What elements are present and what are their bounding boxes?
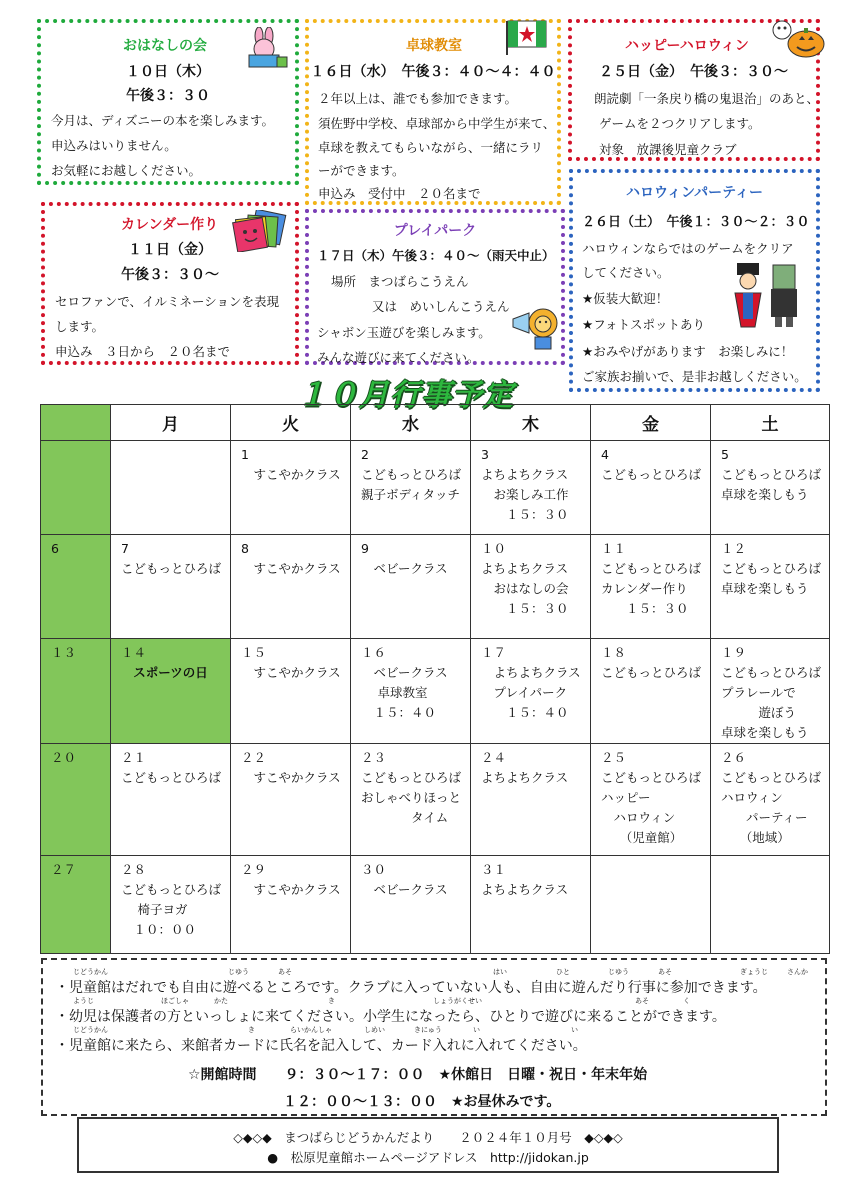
calendar-cell-tue bbox=[231, 441, 351, 535]
calendar-day-number bbox=[711, 856, 829, 860]
calendar-event: こどもっとひろば bbox=[121, 561, 222, 576]
furigana: じどうかん bbox=[73, 1026, 108, 1034]
footer-homepage-address: ● 松原児童館ホームページアドレス http://jidokan.jp bbox=[267, 1150, 589, 1165]
calendar-event: １０：００ bbox=[121, 922, 197, 937]
calendar-event: １５：４０ bbox=[361, 705, 437, 720]
calendar-event: よちよちクラス bbox=[481, 770, 569, 785]
calendar-make-time: 午後３：３０～ bbox=[121, 267, 219, 283]
happy-halloween-box bbox=[568, 19, 820, 161]
calendar-event: すこやかクラス bbox=[241, 882, 341, 897]
calendar-day-number: 1 bbox=[241, 447, 249, 462]
takkyu-line-2: 須佐野中学校、卓球部から中学生が来て、 bbox=[318, 116, 556, 131]
calendar-day-number: ２１ bbox=[121, 750, 147, 765]
calendar-cell-thu bbox=[471, 535, 591, 639]
calendar-day-number: １０ bbox=[481, 541, 507, 556]
calendar-cell-mon bbox=[111, 639, 231, 744]
calendar-day-number: １４ bbox=[121, 645, 147, 660]
header-thu: 木 bbox=[471, 405, 591, 441]
calendar-cell-fri bbox=[591, 856, 711, 954]
furigana: ぎょうじ bbox=[740, 968, 768, 976]
furigana: い bbox=[473, 1026, 480, 1034]
takkyu-line-5: 申込み 受付中 ２０名まで bbox=[318, 186, 481, 201]
calendar-cell-sat bbox=[711, 639, 830, 744]
calendar-make-title: カレンダー作り bbox=[121, 217, 219, 233]
calendar-cell-thu bbox=[471, 441, 591, 535]
calendar-event: お楽しみ工作 bbox=[481, 487, 569, 502]
calendar-cell-thu bbox=[471, 744, 591, 856]
calendar-event: こどもっとひろば bbox=[361, 770, 462, 785]
ohanashi-line-1: 今月は、ディズニーの本を楽しみます。 bbox=[51, 113, 275, 128]
calendar-event: １５：３０ bbox=[481, 507, 569, 522]
calendar-cell-sat bbox=[711, 535, 830, 639]
play-park-line-2: 又は めいしんこうえん bbox=[372, 299, 510, 314]
calendar-day-number: １２ bbox=[721, 541, 747, 556]
header-fri: 金 bbox=[591, 405, 711, 441]
furigana: く bbox=[683, 997, 690, 1005]
furigana: ようじ bbox=[73, 997, 94, 1005]
calendar-event: すこやかクラス bbox=[241, 770, 341, 785]
furigana: じゆう bbox=[608, 968, 629, 976]
calendar-cell-wed bbox=[351, 535, 471, 639]
calendar-event: タイム bbox=[361, 810, 449, 825]
calendar-day-number: 3 bbox=[481, 447, 489, 462]
furigana: あそ bbox=[635, 997, 649, 1005]
calendar-title: １０月行事予定 bbox=[297, 378, 514, 413]
furigana: かた bbox=[214, 997, 228, 1005]
furigana: あそ bbox=[278, 968, 292, 976]
calendar-day-number: ２４ bbox=[481, 750, 507, 765]
halloween-party-line-1: ハロウィンならではのゲームをクリア bbox=[582, 241, 794, 256]
calendar-day-number: 5 bbox=[721, 447, 729, 462]
calendar-event: パーティー bbox=[721, 810, 808, 825]
takkyu-box bbox=[305, 19, 561, 205]
calendar-cell-mon bbox=[111, 744, 231, 856]
calendar-day-number: １８ bbox=[601, 645, 627, 660]
play-park-title: プレイパーク bbox=[393, 223, 477, 239]
calendar-day-number: 4 bbox=[601, 447, 609, 462]
calendar-cell-sun bbox=[41, 639, 111, 744]
calendar-event: 椅子ヨガ bbox=[121, 902, 188, 917]
furigana: さんか bbox=[787, 968, 808, 976]
calendar-week-row bbox=[41, 441, 830, 535]
calendar-make-box bbox=[41, 202, 299, 365]
calendar-event: ベビークラス bbox=[361, 561, 448, 576]
happy-halloween-title: ハッピーハロウィン bbox=[625, 38, 749, 54]
calendar-cell-fri bbox=[591, 639, 711, 744]
happy-halloween-line-2: ゲームを２つクリアします。 bbox=[599, 116, 761, 131]
calendar-day-number: ２８ bbox=[121, 862, 147, 877]
calendar-event: １５：３０ bbox=[481, 601, 569, 616]
furigana: ほごしゃ bbox=[161, 997, 189, 1005]
calendar-event: １５：４０ bbox=[481, 705, 569, 720]
calendar-cell-mon bbox=[111, 856, 231, 954]
takkyu-date: １６日（水） 午後３：４０～４：４０ bbox=[310, 64, 556, 80]
calendar-cell-wed bbox=[351, 639, 471, 744]
calendar-cell-fri bbox=[591, 441, 711, 535]
calendar-event: こどもっとひろば bbox=[601, 665, 702, 680]
calendar-day-number: 6 bbox=[51, 541, 59, 556]
calendar-event: （地域） bbox=[721, 830, 790, 845]
furigana: あそ bbox=[658, 968, 672, 976]
header-tue: 火 bbox=[231, 405, 351, 441]
takkyu-line-3: 卓球を教えてもらいながら、一緒にラリ bbox=[318, 140, 544, 155]
furigana: ひと bbox=[556, 968, 570, 976]
calendar-event: すこやかクラス bbox=[241, 561, 341, 576]
calendar-event: ハロウィン bbox=[721, 790, 783, 805]
takkyu-line-1: ２年以上は、誰でも参加できます。 bbox=[318, 91, 518, 106]
calendar-cell-wed bbox=[351, 441, 471, 535]
calendar-event: ベビークラス bbox=[361, 882, 448, 897]
calendar-week-row bbox=[41, 535, 830, 639]
calendar-holiday: スポーツの日 bbox=[133, 665, 208, 680]
furigana: しめい bbox=[364, 1026, 385, 1034]
furigana: じゆう bbox=[228, 968, 249, 976]
play-park-line-1: 場所 まつばらこうえん bbox=[331, 274, 469, 289]
takkyu-title: 卓球教室 bbox=[406, 38, 462, 54]
calendar-event: （児童館） bbox=[601, 830, 683, 845]
calendar-cell-thu bbox=[471, 639, 591, 744]
calendar-event: すこやかクラス bbox=[241, 665, 341, 680]
halloween-party-title: ハロウィンパーティー bbox=[625, 185, 764, 201]
calendar-day-number: １７ bbox=[481, 645, 507, 660]
calendar-cell-sat bbox=[711, 744, 830, 856]
play-park-line-3: シャボン玉遊びを楽しみます。 bbox=[317, 325, 491, 340]
calendar-event: カレンダー作り bbox=[601, 581, 688, 596]
ohanashi-line-2: 申込みはいりません。 bbox=[51, 138, 177, 153]
calendar-event: 卓球を楽しもう bbox=[721, 487, 809, 502]
calendar-week-row bbox=[41, 856, 830, 954]
calendar-day-number: ２７ bbox=[51, 862, 77, 877]
calendar-event: よちよちクラス bbox=[481, 665, 581, 680]
calendar-cell-tue bbox=[231, 639, 351, 744]
calendar-day-number: ２９ bbox=[241, 862, 267, 877]
opening-hours: ☆開館時間 ９：３０～１７：００ ★休館日 日曜・祝日・年末年始 bbox=[188, 1067, 648, 1083]
happy-halloween-line-3: 対象 放課後児童クラブ bbox=[599, 142, 737, 157]
furigana: じどうかん bbox=[73, 968, 108, 976]
calendar-event: こどもっとひろば bbox=[361, 467, 462, 482]
play-park-line-4: みんな遊びに来てください。 bbox=[317, 350, 480, 365]
furigana: はい bbox=[493, 968, 507, 976]
calendar-event: 親子ボディタッチ bbox=[361, 487, 461, 502]
furigana: き bbox=[248, 1026, 255, 1034]
notice-line-1: ・児童館はだれでも自由に遊べるところです。クラブに入っていない人も、自由に遊んだり行事に参加できます。 bbox=[55, 980, 767, 996]
calendar-cell-wed bbox=[351, 856, 471, 954]
calendar-cell-tue bbox=[231, 744, 351, 856]
ohanashi-time: 午後３：３０ bbox=[126, 88, 210, 104]
furigana: きにゅう bbox=[414, 1026, 442, 1034]
halloween-party-line-5: ★おみやげがあります お楽しみに！ bbox=[582, 344, 794, 359]
calendar-day-number: 2 bbox=[361, 447, 369, 462]
calendar-cell-fri bbox=[591, 744, 711, 856]
calendar-event: おしゃべりほっと bbox=[361, 790, 462, 805]
calendar-day-number: １３ bbox=[51, 645, 77, 660]
calendar-cell-fri bbox=[591, 535, 711, 639]
calendar-day-number: 7 bbox=[121, 541, 129, 556]
play-park-box bbox=[305, 209, 565, 365]
calendar-cell-sat bbox=[711, 441, 830, 535]
calendar-cell-sun bbox=[41, 441, 111, 535]
calendar-event: おはなしの会 bbox=[481, 581, 569, 596]
calendar-day-number: ２３ bbox=[361, 750, 387, 765]
header-sun bbox=[41, 405, 111, 441]
header-wed: 水 bbox=[351, 405, 471, 441]
calendar-day-number: 8 bbox=[241, 541, 249, 556]
calendar-event: プラレールで bbox=[721, 685, 796, 700]
calendar-day-number: １５ bbox=[241, 645, 267, 660]
calendar-event: こどもっとひろば bbox=[121, 882, 222, 897]
calendar-week-row bbox=[41, 744, 830, 856]
calendar-cell-sun bbox=[41, 535, 111, 639]
calendar-event: こどもっとひろば bbox=[121, 770, 222, 785]
calendar-make-line-3: 申込み ３日から ２０名まで bbox=[55, 344, 231, 359]
lunch-break: １２：００～１３：００ ★お昼休みです。 bbox=[283, 1094, 561, 1110]
halloween-party-line-4: ★フォトスポットあり bbox=[582, 317, 705, 332]
notice-line-2: ・幼児は保護者の方といっしょに来てください。小学生になったら、ひとりで遊びに来ることができます。 bbox=[55, 1009, 726, 1025]
calendar-event: こどもっとひろば bbox=[721, 665, 822, 680]
calendar-cell-mon bbox=[111, 441, 231, 535]
halloween-party-line-6: ご家族お揃いで、是非お越しください。 bbox=[582, 369, 807, 384]
calendar-event: よちよちクラス bbox=[481, 467, 569, 482]
halloween-party-line-3: ★仮装大歓迎！ bbox=[582, 291, 669, 306]
calendar-event: ハッピー bbox=[601, 790, 651, 805]
calendar-cell-thu bbox=[471, 856, 591, 954]
calendar-event: 遊ぼう bbox=[721, 705, 797, 720]
calendar-event: すこやかクラス bbox=[241, 467, 341, 482]
calendar-day-number: １６ bbox=[361, 645, 387, 660]
calendar-day-number: １９ bbox=[721, 645, 747, 660]
calendar-event: こどもっとひろば bbox=[721, 770, 822, 785]
calendar-event: １５：３０ bbox=[601, 601, 689, 616]
calendar-cell-sun bbox=[41, 744, 111, 856]
calendar-make-line-1: セロファンで、イルミネーションを表現 bbox=[55, 294, 280, 309]
footer-newsletter-title: ◇◆◇◆ まつばらじどうかんだより ２０２４年１０月号 ◆◇◆◇ bbox=[233, 1130, 623, 1145]
furigana: い bbox=[571, 1026, 578, 1034]
calendar-make-line-2: します。 bbox=[55, 319, 105, 334]
calendar-event: 卓球教室 bbox=[361, 685, 428, 700]
header-mon: 月 bbox=[111, 405, 231, 441]
calendar-event: よちよちクラス bbox=[481, 561, 569, 576]
calendar-day-number: １１ bbox=[601, 541, 627, 556]
calendar-event: プレイパーク bbox=[481, 685, 568, 700]
calendar-cell-tue bbox=[231, 856, 351, 954]
takkyu-line-4: ーができます。 bbox=[318, 163, 405, 178]
furigana: らいかんしゃ bbox=[290, 1026, 332, 1034]
halloween-party-date: ２６日（土） 午後１：３０～２：３０ bbox=[582, 215, 810, 230]
happy-halloween-date: ２５日（金） 午後３：３０～ bbox=[599, 64, 788, 80]
calendar-day-number: ２０ bbox=[51, 750, 77, 765]
calendar-event: こどもっとひろば bbox=[721, 561, 822, 576]
ohanashi-box bbox=[37, 19, 299, 185]
calendar-day-number: 9 bbox=[361, 541, 369, 556]
event-calendar bbox=[40, 404, 830, 954]
calendar-event: 卓球を楽しもう bbox=[721, 581, 809, 596]
calendar-day-number: ３１ bbox=[481, 862, 507, 877]
calendar-day-number: ３０ bbox=[361, 862, 387, 877]
calendar-event: こどもっとひろば bbox=[601, 561, 702, 576]
lion-megaphone-icon bbox=[511, 305, 561, 351]
halloween-party-box bbox=[569, 169, 820, 392]
calendar-cell-wed bbox=[351, 744, 471, 856]
play-park-date: １７日（木）午後３：４０～（雨天中止） bbox=[317, 248, 555, 263]
calendar-event: こどもっとひろば bbox=[721, 467, 822, 482]
calendar-week-row bbox=[41, 639, 830, 744]
calendar-cell-sun bbox=[41, 856, 111, 954]
notice-box bbox=[41, 958, 827, 1116]
calendar-event: ベビークラス bbox=[361, 665, 448, 680]
happy-halloween-line-1: 朗読劇「一条戻り橋の鬼退治」のあと、 bbox=[594, 91, 820, 106]
calendar-event: ハロウィン bbox=[601, 810, 676, 825]
ohanashi-date: １０日（木） bbox=[126, 64, 210, 80]
calendar-header-row bbox=[41, 405, 830, 441]
calendar-cell-tue bbox=[231, 535, 351, 639]
ohanashi-title: おはなしの会 bbox=[123, 38, 207, 54]
halloween-party-line-2: してください。 bbox=[582, 265, 670, 280]
header-sat: 土 bbox=[711, 405, 830, 441]
calendar-cell-mon bbox=[111, 535, 231, 639]
costume-kids-icon bbox=[733, 263, 803, 329]
calendar-event: 卓球を楽しもう bbox=[721, 725, 809, 740]
calendar-day-number bbox=[111, 441, 230, 445]
calendar-event: よちよちクラス bbox=[481, 882, 569, 897]
furigana: しょうがくせい bbox=[433, 997, 482, 1005]
footer bbox=[77, 1117, 779, 1173]
calendar-make-date: １１日（金） bbox=[128, 242, 212, 258]
flag-icon bbox=[499, 17, 551, 57]
calendar-event: こどもっとひろば bbox=[601, 770, 702, 785]
calendar-day-number bbox=[591, 856, 710, 860]
ohanashi-line-3: お気軽にお越しください。 bbox=[51, 163, 202, 178]
calendar-day-number: ２２ bbox=[241, 750, 267, 765]
calendar-cell-sat bbox=[711, 856, 830, 954]
pumpkin-icon bbox=[768, 17, 828, 59]
calendar-day-number: ２５ bbox=[601, 750, 627, 765]
notice-line-3: ・児童館に来たら、来館者カードに氏名を記入して、カード入れに入れてください。 bbox=[55, 1038, 587, 1054]
furigana: き bbox=[328, 997, 335, 1005]
calendar-day-number bbox=[41, 441, 110, 445]
calendar-day-number: ２６ bbox=[721, 750, 747, 765]
calendar-event: こどもっとひろば bbox=[601, 467, 702, 482]
